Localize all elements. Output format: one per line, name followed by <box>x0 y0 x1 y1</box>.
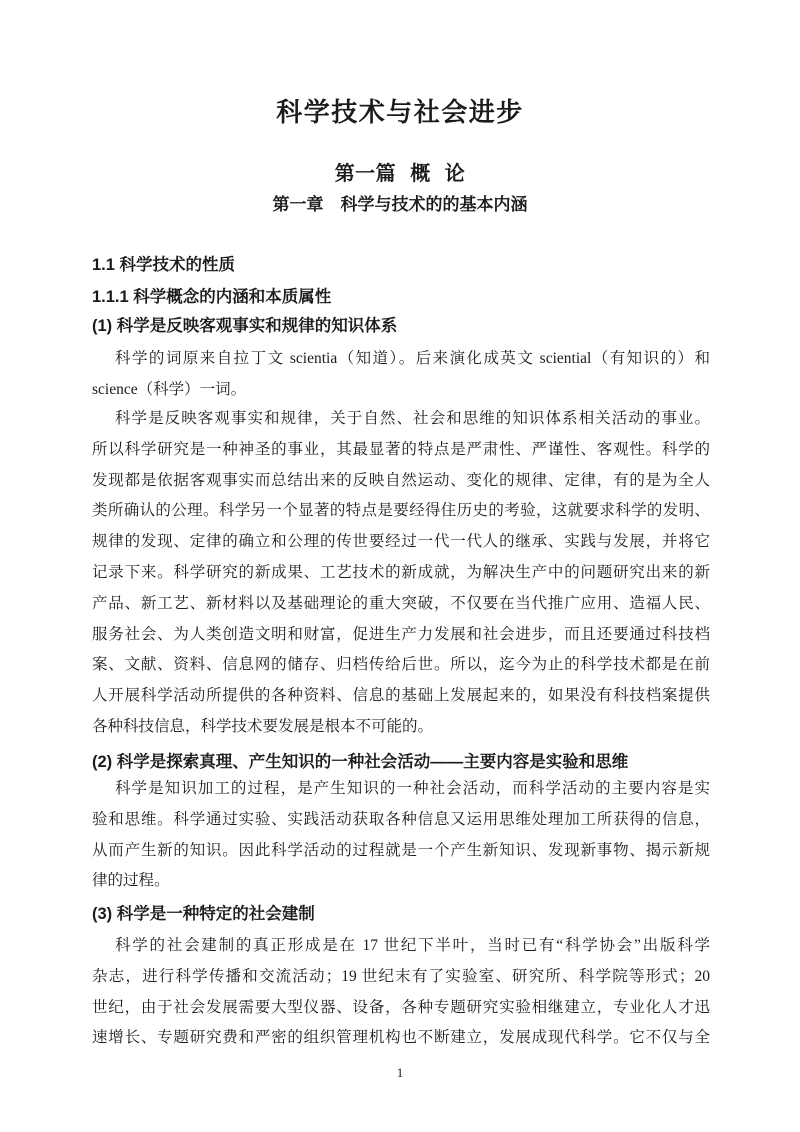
paragraph-line: 科学是反映客观事实和规律，关于自然、社会和思维的知识体系相关活动的事业。 <box>115 410 710 427</box>
document-title: 科学技术与社会进步 <box>276 97 524 127</box>
paragraph-line: 科学是知识加工的过程，是产生知识的一种社会活动，而科学活动的主要内容是实 <box>115 780 710 797</box>
paragraph-line: science（科学）一词。 <box>92 380 247 398</box>
page-number: 1 <box>396 1065 404 1080</box>
paragraph-3 <box>92 774 710 897</box>
point-heading-2: (2) 科学是探索真理、产生知识的一种社会活动——主要内容是实验和思维 <box>92 753 629 771</box>
paragraph-line: 服务社会、为人类创造文明和财富，促进生产力发展和社会进步，而且还要通过科技档 <box>92 625 710 643</box>
part-heading: 第一篇 概 论 <box>334 163 466 185</box>
paragraph-line: 各种科技信息，科学技术要发展是根本不可能的。 <box>92 717 434 735</box>
section-heading-1-1: 1.1 科学技术的性质 <box>92 256 236 274</box>
paragraph-line: 记录下来。科学研究的新成果、工艺技术的新成就，为解决生产中的问题研究出来的新 <box>92 563 710 581</box>
paragraph-2 <box>92 404 710 743</box>
point-heading-3: (3) 科学是一种特定的社会建制 <box>92 905 315 923</box>
paragraph-4 <box>92 931 710 1054</box>
point-heading-1: (1) 科学是反映客观事实和规律的知识体系 <box>92 317 398 335</box>
paragraph-line: 发现都是依据客观事实而总结出来的反映自然运动、变化的规律、定律，有的是为全人 <box>92 471 710 489</box>
chapter-heading: 第一章 科学与技术的的基本内涵 <box>272 195 528 214</box>
paragraph-line: 案、文献、资料、信息网的储存、归档传给后世。所以，迄今为止的科学技术都是在前 <box>92 656 710 674</box>
paragraph-line: 速增长、专题研究费和严密的组织管理机构也不断建立，发展成现代科学。它不仅与全 <box>92 1029 710 1047</box>
paragraph-line: 所以科学研究是一种神圣的事业，其最显著的特点是严肃性、严谨性、客观性。科学的 <box>92 440 710 458</box>
paragraph-line: 从而产生新的知识。因此科学活动的过程就是一个产生新知识、发现新事物、揭示新规 <box>92 841 710 859</box>
paragraph-line: 科学的社会建制的真正形成是在 17 世纪下半叶，当时已有“科学协会”出版科学 <box>115 937 710 954</box>
paragraph-line: 世纪，由于社会发展需要大型仪器、设备，各种专题研究实验相继建立，专业化人才迅 <box>92 998 710 1016</box>
paragraph-1 <box>92 344 710 406</box>
paragraph-line: 产品、新工艺、新材料以及基础理论的重大突破，不仅要在当代推广应用、造福人民、 <box>92 594 710 612</box>
subsection-heading-1-1-1: 1.1.1 科学概念的内涵和本质属性 <box>92 288 332 306</box>
paragraph-line: 验和思维。科学通过实验、实践活动获取各种信息又运用思维处理加工所获得的信息， <box>92 810 710 828</box>
paragraph-line: 人开展科学活动所提供的各种资料、信息的基础上发展起来的，如果没有科技档案提供 <box>92 687 710 705</box>
paragraph-line: 律的过程。 <box>92 872 170 890</box>
paragraph-line: 杂志，进行科学传播和交流活动；19 世纪末有了实验室、研究所、科学院等形式；20 <box>92 967 710 985</box>
paragraph-line: 类所确认的公理。科学另一个显著的特点是要经得住历史的考验，这就要求科学的发明、 <box>92 502 710 520</box>
paragraph-line: 科学的词原来自拉丁文 scientia（知道）。后来演化成英文 sciential（有知识的）和 <box>115 350 710 367</box>
paragraph-line: 规律的发现、定律的确立和公理的传世要经过一代一代人的继承、实践与发展，并将它 <box>92 533 710 551</box>
